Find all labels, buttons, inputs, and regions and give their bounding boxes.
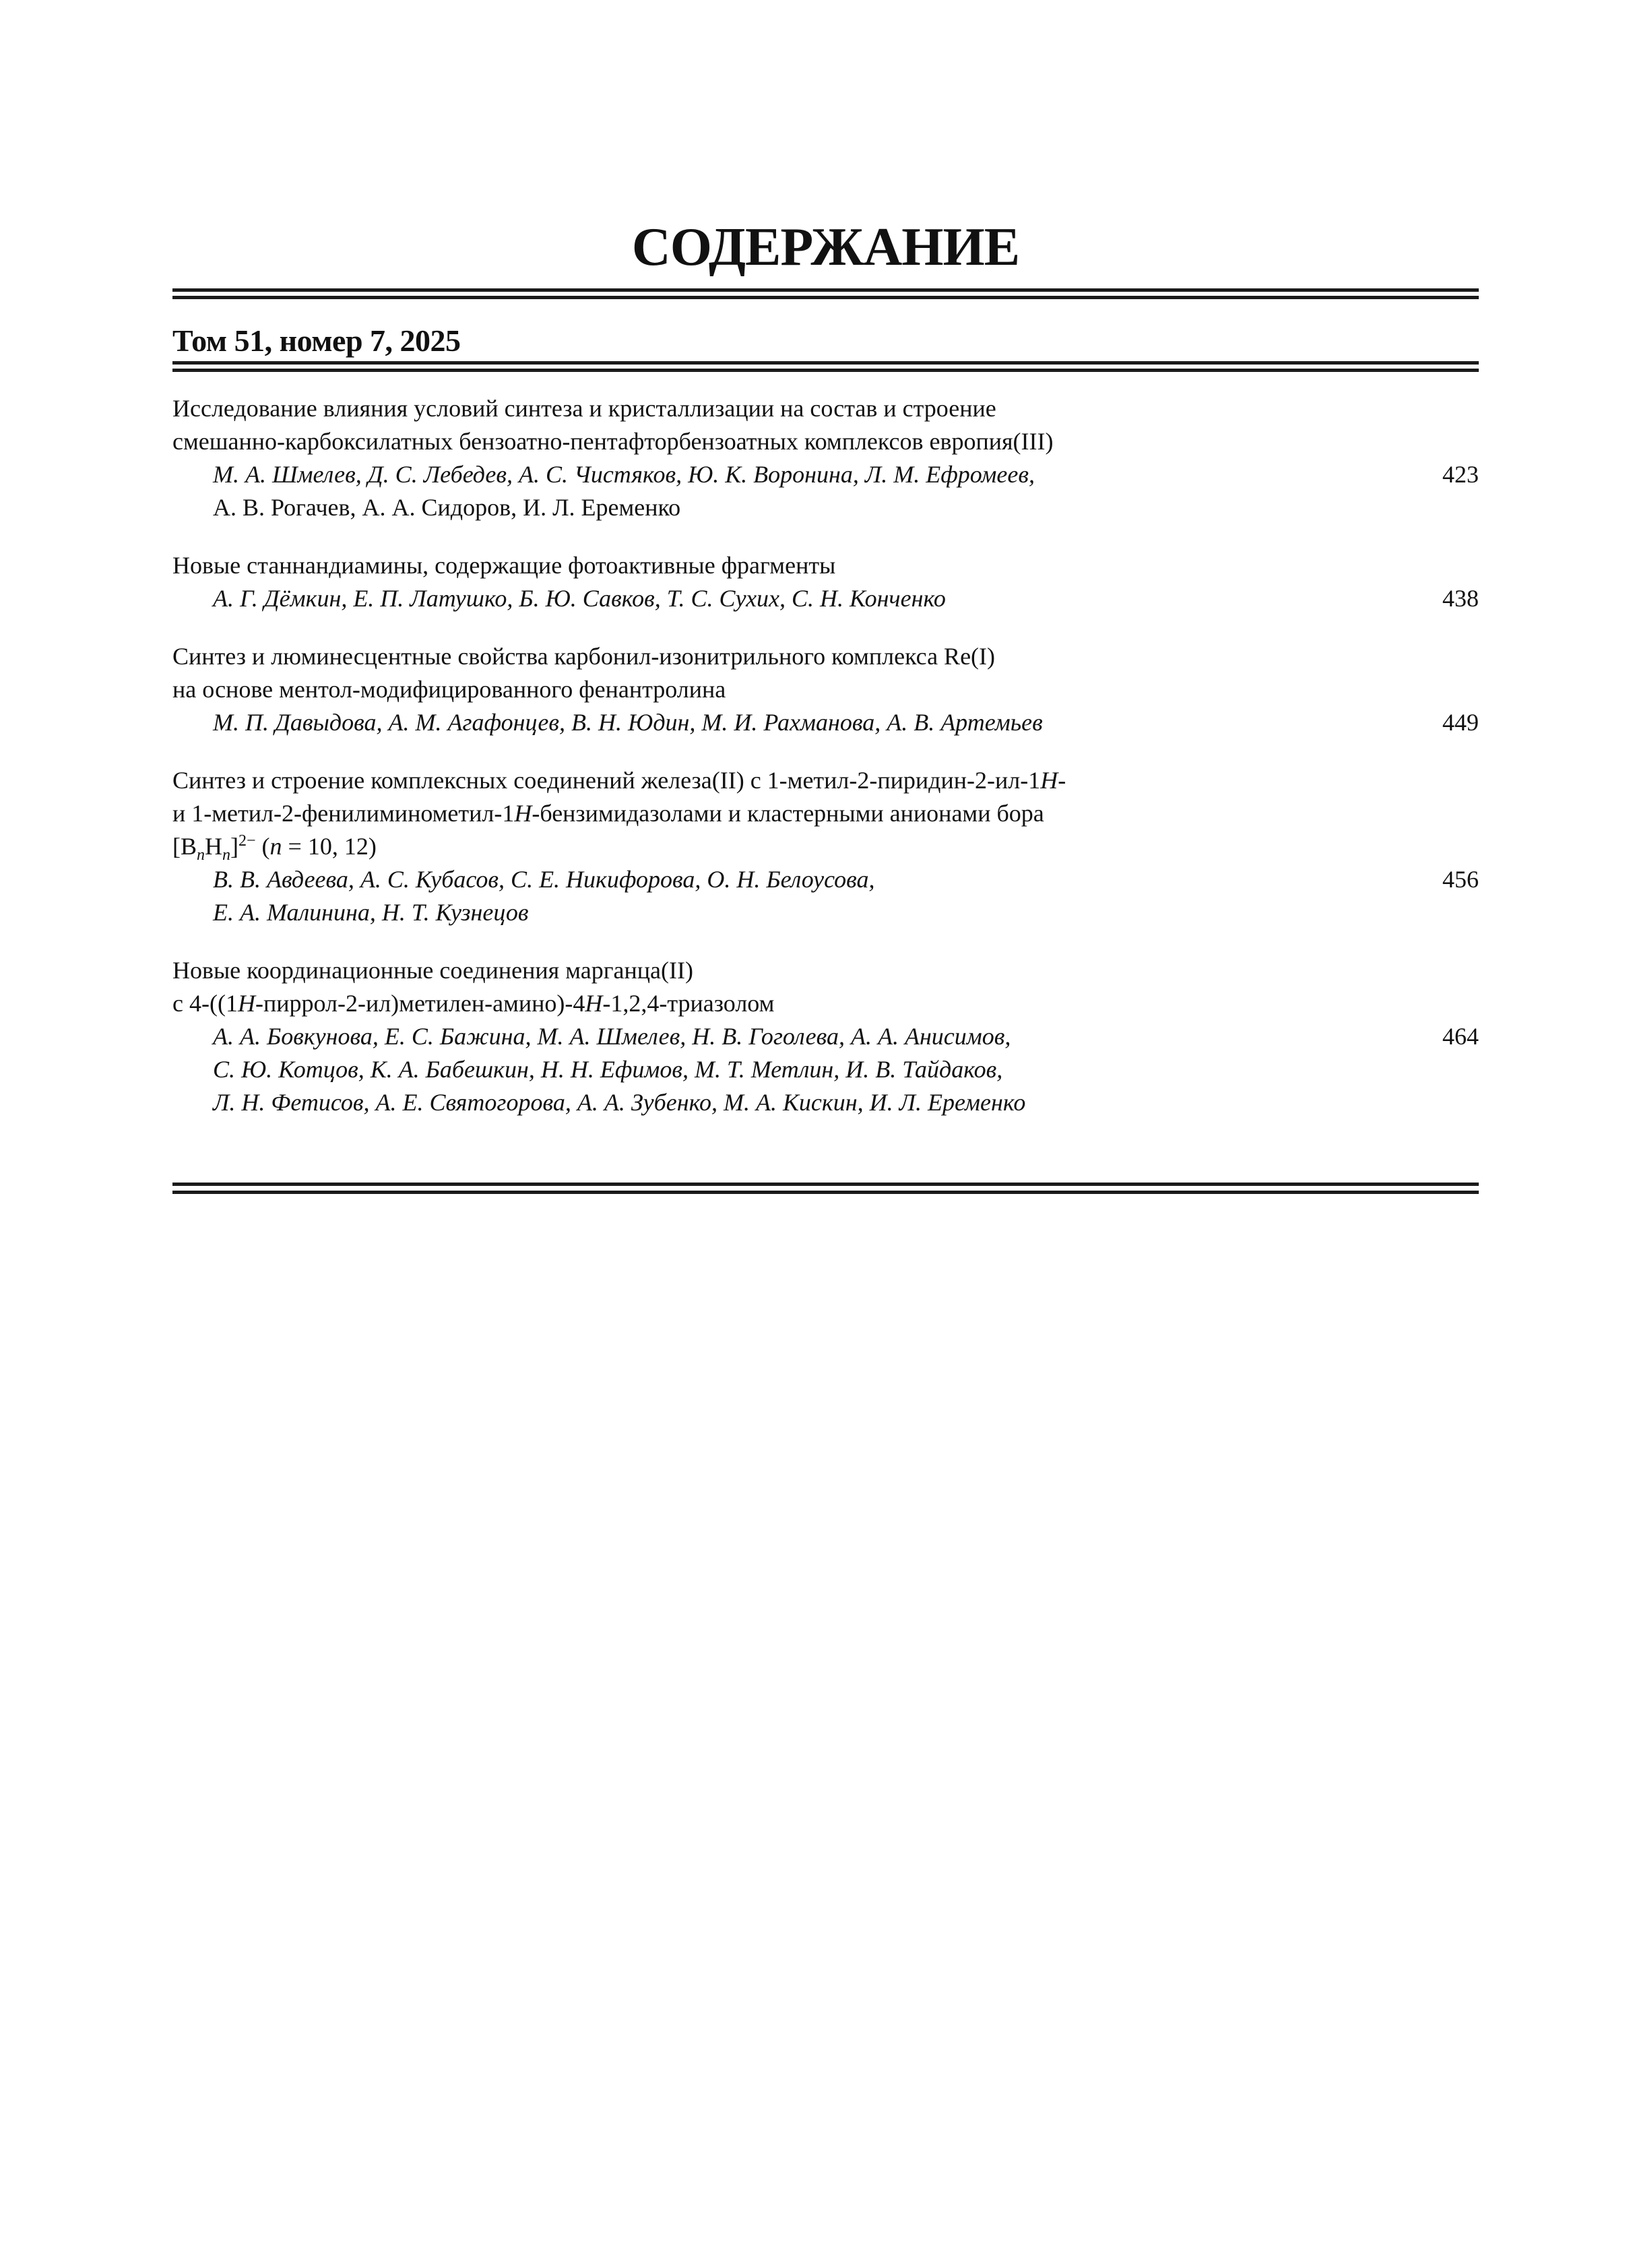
text-segment: n (222, 846, 230, 864)
article-title-line (172, 425, 1479, 458)
article-title-line (172, 549, 1479, 582)
text-segment: смешанно-карбоксилатных бензоатно-пентафторбензоатных комплексов европия(III) (172, 428, 1054, 455)
article-authors-line (172, 896, 1479, 929)
page-number: 464 (1442, 1023, 1479, 1050)
footer-rule-top (172, 1183, 1479, 1186)
text-segment: Исследование влияния условий синтеза и кристаллизации на состав и строение (172, 395, 996, 422)
issue-rule-bottom (172, 369, 1479, 372)
article-authors-line (172, 491, 1479, 524)
text-segment: H (205, 833, 222, 860)
text-segment: H (514, 800, 532, 827)
article-authors-line (172, 458, 1479, 491)
footer-rule-bottom (172, 1191, 1479, 1194)
article-title-line (172, 673, 1479, 706)
title-rule-top (172, 288, 1479, 292)
text-segment: 2− (238, 832, 256, 850)
toc-entry[interactable] (172, 392, 1479, 524)
text-segment: С. Ю. Котцов, К. А. Бабешкин, Н. Н. Ефимов, М. Т. Метлин, И. В. Тайдаков, (213, 1056, 1003, 1083)
text-segment: Л. Н. Фетисов, А. Е. Святогорова, А. А. Зубенко, М. А. Кискин, И. Л. Еременко (213, 1089, 1026, 1116)
article-title-line (172, 987, 1479, 1020)
toc-entry[interactable] (172, 954, 1479, 1119)
article-title-line (172, 797, 1479, 830)
article-authors-line (172, 863, 1479, 896)
article-title-line (172, 392, 1479, 425)
page-number: 449 (1442, 709, 1479, 736)
text-segment: Синтез и строение комплексных соединений железа(II) с 1-метил-2-пиридин-2-ил-1 (172, 767, 1041, 794)
text-segment: H (585, 990, 603, 1017)
article-title-line (172, 954, 1479, 987)
text-segment: [B (172, 833, 197, 860)
page-number: 423 (1442, 461, 1479, 488)
page-number: 456 (1442, 866, 1479, 893)
issue-rule-top (172, 361, 1479, 365)
title-rule-bottom (172, 296, 1479, 299)
page-title: СОДЕРЖАНИЕ (631, 218, 1020, 277)
text-segment: H (237, 990, 255, 1017)
text-segment: А. Г. Дёмкин, Е. П. Латушко, Б. Ю. Савков, Т. С. Сухих, С. Н. Конченко (213, 585, 946, 612)
toc-entry[interactable] (172, 549, 1479, 615)
article-authors-line (172, 1053, 1479, 1086)
text-segment: Новые координационные соединения марганца(II) (172, 957, 693, 984)
text-segment: ( (255, 833, 270, 860)
text-segment: - (1058, 767, 1066, 794)
text-segment: А. А. Бовкунова, Е. С. Бажина, М. А. Шмелев, Н. В. Гоголева, А. А. Анисимов, (213, 1023, 1011, 1050)
table-of-contents (172, 392, 1479, 1144)
toc-entry[interactable] (172, 764, 1479, 929)
text-segment: Е. А. Малинина, Н. Т. Кузнецов (213, 899, 529, 926)
article-authors-line (172, 582, 1479, 615)
text-segment: В. В. Авдеева, А. С. Кубасов, С. Е. Никифорова, О. Н. Белоусова, (213, 866, 875, 893)
text-segment: n (269, 833, 282, 860)
article-authors-line (172, 706, 1479, 739)
text-segment: и 1-метил-2-фенилиминометил-1 (172, 800, 515, 827)
article-title-line (172, 764, 1479, 797)
text-segment: Новые станнандиамины, содержащие фотоактивные фрагменты (172, 552, 836, 579)
text-segment: М. А. Шмелев, Д. С. Лебедев, А. С. Чистяков, Ю. К. Воронина, Л. М. Ефромеев, (213, 461, 1035, 488)
article-title-line (172, 640, 1479, 673)
text-segment: А. В. Рогачев, А. А. Сидоров, И. Л. Еременко (213, 494, 681, 521)
text-segment: H (1040, 767, 1058, 794)
text-segment: = 10, 12) (282, 833, 377, 860)
text-segment: ] (230, 833, 238, 860)
text-segment: на основе ментол-модифицированного фенантролина (172, 676, 726, 703)
text-segment: -пиррол-2-ил)метилен-амино)-4 (255, 990, 585, 1017)
text-segment: -бензимидазолами и кластерными анионами бора (532, 800, 1044, 827)
toc-entry[interactable] (172, 640, 1479, 739)
text-segment: М. П. Давыдова, А. М. Агафонцев, В. Н. Юдин, М. И. Рахманова, А. В. Артемьев (213, 709, 1043, 736)
text-segment: n (197, 846, 205, 864)
text-segment: с 4-((1 (172, 990, 238, 1017)
text-segment: -1,2,4-триазолом (602, 990, 775, 1017)
article-title-line (172, 830, 1479, 863)
page-number: 438 (1442, 585, 1479, 612)
article-authors-line (172, 1086, 1479, 1119)
article-authors-line (172, 1020, 1479, 1053)
text-segment: Синтез и люминесцентные свойства карбонил-изонитрильного комплекса Re(I) (172, 643, 996, 670)
issue-heading: Том 51, номер 7, 2025 (172, 323, 461, 358)
